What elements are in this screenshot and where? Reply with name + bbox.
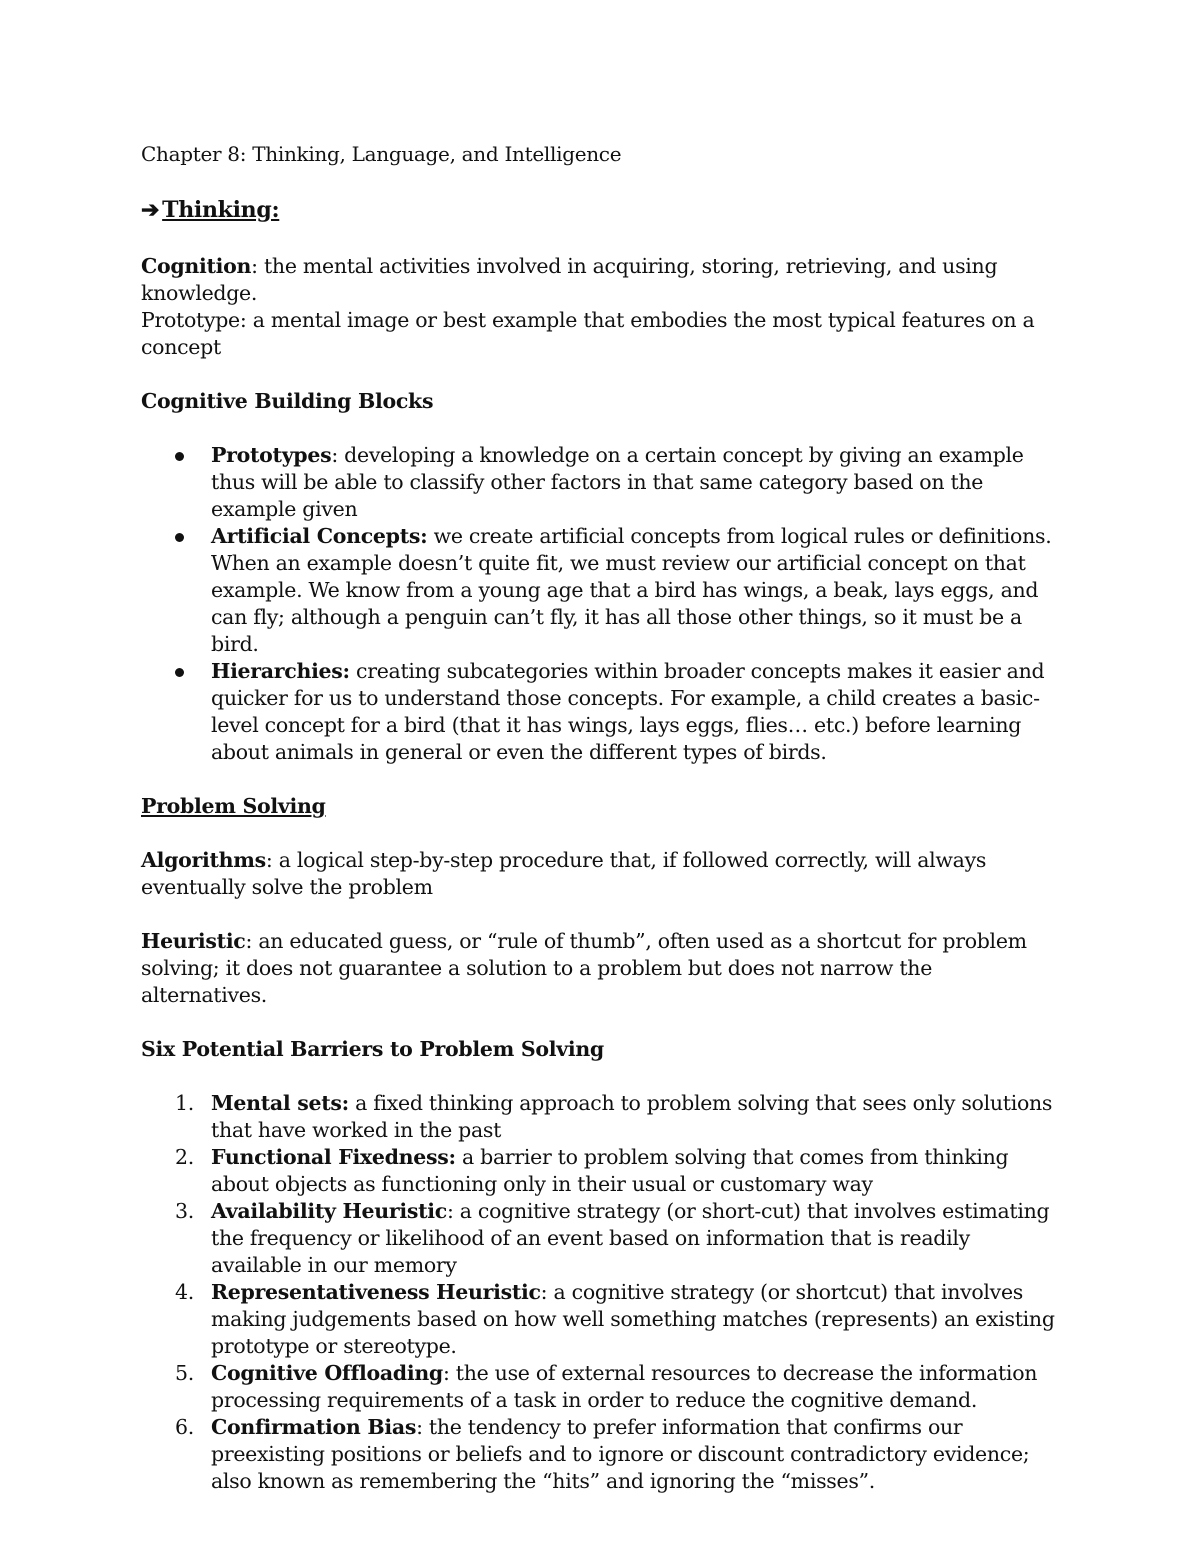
list-item-term: Prototypes bbox=[211, 443, 332, 467]
list-item-text: : developing a knowledge on a certain concept by giving an example thus will be able to classify other factors in that same category based on the example given bbox=[211, 443, 1024, 521]
prototype-definition: Prototype: a mental image or best example that embodies the most typical features on a concept bbox=[141, 308, 1035, 359]
list-item-term: Mental sets: bbox=[211, 1091, 349, 1115]
algorithms-definition bbox=[141, 847, 1061, 901]
list-number: 1. bbox=[175, 1091, 194, 1115]
list-item bbox=[141, 1414, 1061, 1495]
list-item-text: : a cognitive strategy (or short-cut) that involves estimating the frequency or likelihood of an event based on information that is readily available in our memory bbox=[211, 1199, 1050, 1277]
list-number: 6. bbox=[175, 1415, 194, 1439]
definitions-block bbox=[141, 253, 1061, 361]
list-item-term: Artificial Concepts: bbox=[211, 524, 428, 548]
list-item-term: Confirmation Bias bbox=[211, 1415, 417, 1439]
list-item bbox=[141, 1090, 1061, 1144]
problem-solving-heading: Problem Solving bbox=[141, 794, 326, 818]
list-item bbox=[141, 1144, 1061, 1198]
list-item-text: : a cognitive strategy (or shortcut) that involves making judgements based on how well something matches (represents) an existing prototype or stereotype. bbox=[211, 1280, 1055, 1358]
cognition-definition bbox=[141, 253, 1061, 307]
algorithms-term: Algorithms bbox=[141, 848, 266, 872]
list-number: 5. bbox=[175, 1361, 194, 1385]
section-heading-label: Thinking: bbox=[162, 197, 280, 223]
list-number: 3. bbox=[175, 1199, 194, 1223]
algorithms-text: : a logical step-by-step procedure that, if followed correctly, will always eventually solve the problem bbox=[141, 848, 987, 899]
list-item bbox=[141, 523, 1061, 658]
list-item-term: Representativeness Heuristic bbox=[211, 1280, 541, 1304]
cognition-text: : the mental activities involved in acquiring, storing, retrieving, and using knowledge. bbox=[141, 254, 998, 305]
building-blocks-list bbox=[141, 442, 1061, 766]
cognition-term: Cognition bbox=[141, 254, 252, 278]
list-item-term: Cognitive Offloading bbox=[211, 1361, 443, 1385]
list-item-text: creating subcategories within broader concepts makes it easier and quicker for us to understand those concepts. For example, a child creates a basic-level concept for a bird (that it has wings, lays eggs, flies… etc.) before learning about animals in general or even the different types of birds. bbox=[211, 659, 1045, 764]
bullet-icon bbox=[175, 452, 184, 461]
list-item bbox=[141, 1198, 1061, 1279]
list-item bbox=[141, 1360, 1061, 1414]
list-item bbox=[141, 442, 1061, 523]
document-page bbox=[141, 141, 1061, 1495]
bullet-icon bbox=[175, 533, 184, 542]
list-item-text: a barrier to problem solving that comes from thinking about objects as functioning only in their usual or customary way bbox=[211, 1145, 1009, 1196]
section-heading-thinking bbox=[141, 197, 1061, 224]
list-item-text: : the use of external resources to decrease the information processing requirements of a task in order to reduce the cognitive demand. bbox=[211, 1361, 1038, 1412]
arrow-right-icon: ➔ bbox=[141, 197, 160, 223]
building-blocks-heading: Cognitive Building Blocks bbox=[141, 389, 434, 413]
list-item-text: : the tendency to prefer information that confirms our preexisting positions or beliefs and to ignore or discount contradictory evidence; also known as remembering the “hits” and ignoring the “misses”. bbox=[211, 1415, 1030, 1493]
list-number: 2. bbox=[175, 1145, 194, 1169]
heuristic-term: Heuristic bbox=[141, 929, 246, 953]
list-item-term: Availability Heuristic bbox=[211, 1199, 447, 1223]
list-item-term: Hierarchies: bbox=[211, 659, 350, 683]
barriers-list bbox=[141, 1090, 1061, 1495]
bullet-icon bbox=[175, 668, 184, 677]
list-number: 4. bbox=[175, 1280, 194, 1304]
heuristic-definition bbox=[141, 928, 1061, 1009]
heuristic-text: : an educated guess, or “rule of thumb”, often used as a shortcut for problem solving; it does not guarantee a solution to a problem but does not narrow the alternatives. bbox=[141, 929, 1027, 1007]
list-item bbox=[141, 1279, 1061, 1360]
document-title: Chapter 8: Thinking, Language, and Intelligence bbox=[141, 142, 622, 166]
list-item-term: Functional Fixedness: bbox=[211, 1145, 456, 1169]
barriers-heading: Six Potential Barriers to Problem Solving bbox=[141, 1037, 604, 1061]
list-item-text: a fixed thinking approach to problem solving that sees only solutions that have worked in the past bbox=[211, 1091, 1053, 1142]
list-item bbox=[141, 658, 1061, 766]
list-item-text: we create artificial concepts from logical rules or definitions. When an example doesn’t quite fit, we must review our artificial concept on that example. We know from a young age that a bird has wings, a beak, lays eggs, and can fly; although a penguin can’t fly, it has all those other things, so it must be a bird. bbox=[211, 524, 1052, 656]
